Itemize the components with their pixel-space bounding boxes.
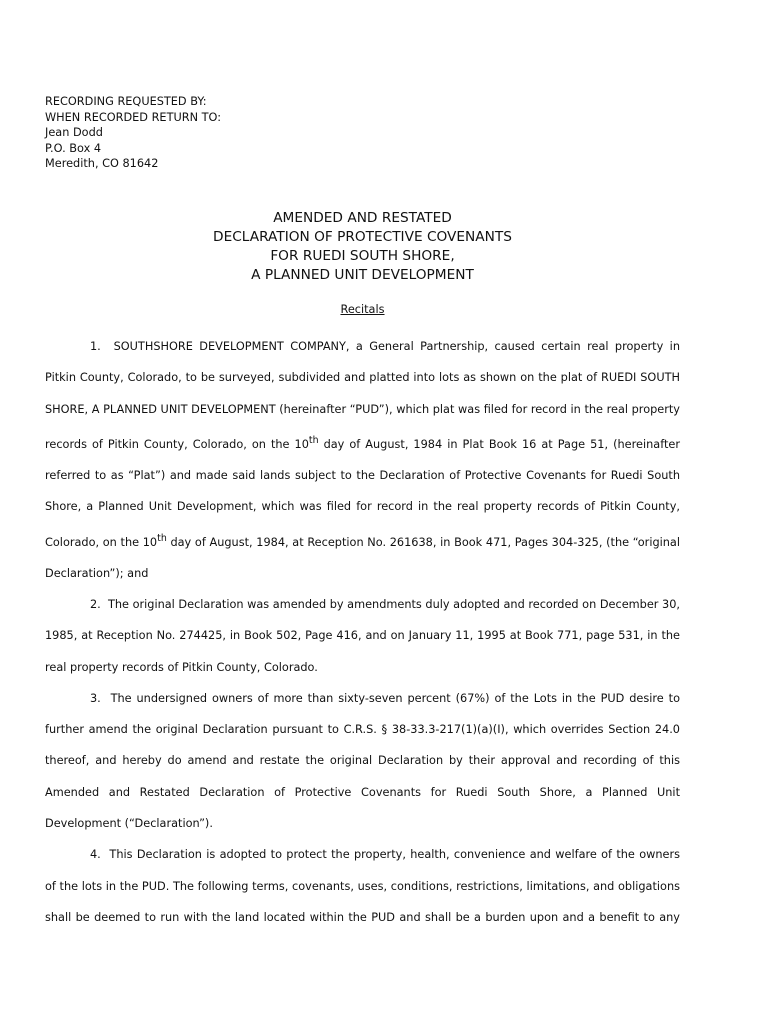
title-line: AMENDED AND RESTATED (273, 210, 452, 226)
recitals-body (45, 331, 680, 933)
recital-paragraph-3 (45, 683, 680, 839)
paragraph-number: 4. (90, 848, 101, 862)
paragraph-text: The original Declaration was amended by amendments duly adopted and recorded on December 30, 1985, at Reception No. 274425, in Book 502, Page 416, and on January 11, 1995 at Book 771, page 531, in the real property records of Pitkin County, Colorado. (45, 597, 680, 674)
title-line: A PLANNED UNIT DEVELOPMENT (251, 267, 474, 283)
paragraph-number: 2. (90, 597, 101, 611)
paragraph-text: day of August, 1984 in Plat Book 16 at Page 51, (hereinafter referred to as “Plat”) and made said lands subject to the Declaration of Protective Covenants for Ruedi South Shore, a Planned Unit Development, which was filed for record in the real property records of Pitkin County, Colorado, on the 10 (45, 437, 680, 549)
paragraph-text: The undersigned owners of more than sixty-seven percent (67%) of the Lots in the PUD desire to further amend the original Declaration pursuant to C.R.S. § 38-33.3-217(1)(a)(I), which overrides Section 24.0 thereof, and hereby do amend and restate the original Declaration by their approval and recording of this Amended and Restated Declaration of Protective Covenants for Ruedi South Shore, a Planned Unit Development (“Declaration”). (45, 691, 680, 830)
recording-header (45, 94, 221, 172)
recital-paragraph-1 (45, 331, 680, 589)
paragraph-number: 1. (90, 340, 101, 353)
paragraph-text: This Declaration is adopted to protect the property, health, convenience and welfare of the owners of the lots in the PUD. The following terms, covenants, uses, conditions, restrictions, limitations, and obligations shall be deemed to run with the land located within the PUD and shall be a burden upon and a benefit to any (45, 848, 680, 924)
header-line: Jean Dodd (45, 126, 103, 140)
title-line: DECLARATION OF PROTECTIVE COVENANTS (213, 229, 512, 245)
ordinal-suffix: th (157, 532, 167, 544)
ordinal-suffix: th (308, 434, 319, 446)
header-line: Meredith, CO 81642 (45, 157, 159, 171)
document-title (0, 209, 725, 285)
header-line: WHEN RECORDED RETURN TO: (45, 110, 222, 124)
header-line: RECORDING REQUESTED BY: (45, 95, 207, 108)
paragraph-text: day of August, 1984, at Reception No. 261638, in Book 471, Pages 304-325, (the “original Declaration”); and (45, 535, 680, 580)
header-line: P.O. Box 4 (45, 141, 102, 155)
paragraph-number: 3. (90, 691, 101, 705)
recital-paragraph-4 (45, 839, 680, 933)
recital-paragraph-2 (45, 589, 680, 683)
title-line: FOR RUEDI SOUTH SHORE, (270, 248, 455, 264)
paragraph-text: SOUTHSHORE DEVELOPMENT COMPANY, a General Partnership, caused certain real property in Pitkin County, Colorado, to be surveyed, subdivided and platted into lots as shown on the plat of RUEDI SOUTH SHORE, A PLANNED UNIT DEVELOPMENT (hereinafter “PUD”), which plat was filed for record in the real property records of Pitkin County, Colorado, on the 10 (45, 340, 680, 451)
recitals-heading: Recitals (340, 303, 385, 316)
